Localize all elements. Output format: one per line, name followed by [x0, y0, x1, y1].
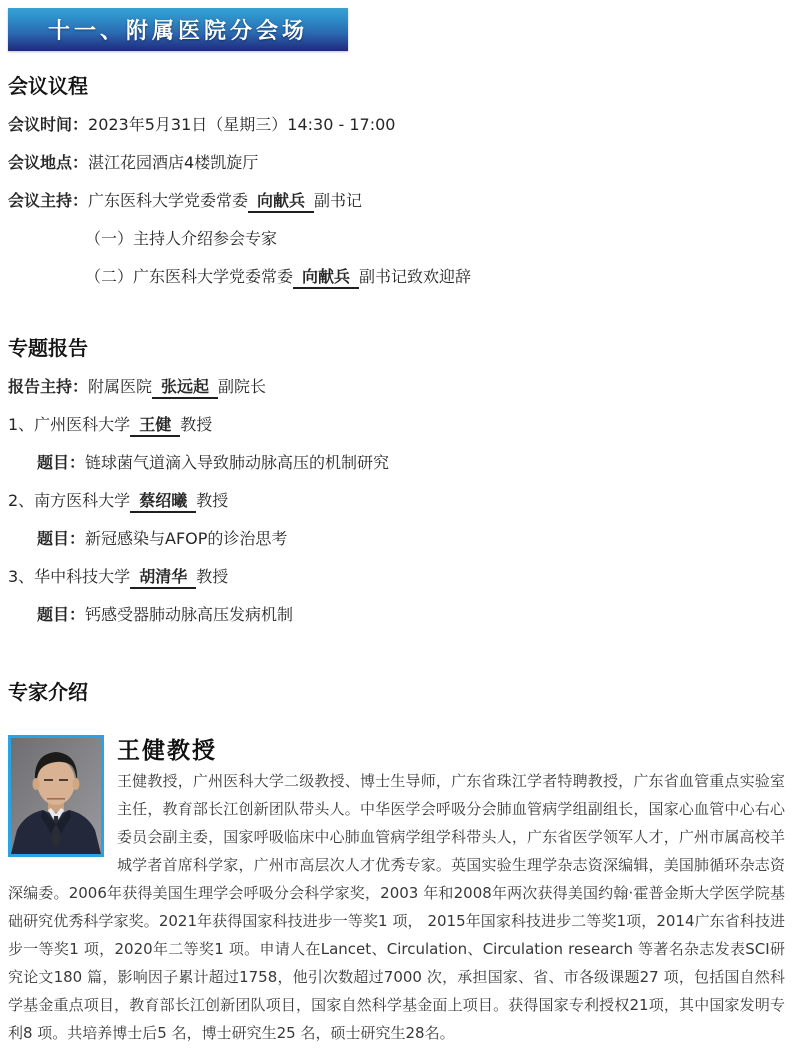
- agenda-lines: [8, 113, 785, 289]
- agenda-line: [85, 265, 785, 289]
- line-text: 3、华中科技大学: [8, 567, 131, 586]
- experts-heading: 专家介绍: [8, 680, 88, 704]
- reports-heading: 专题报告: [8, 336, 88, 360]
- line-text: 2023年5月31日（星期三）14:30 - 17:00: [88, 115, 396, 134]
- line-text: 广东医科大学党委常委: [88, 191, 249, 210]
- line-text: 新冠感染与AFOP的诊治思考: [85, 529, 288, 548]
- line-text: 湛江花园酒店4楼凯旋厅: [88, 153, 259, 172]
- line-text: 2、南方医科大学: [8, 491, 131, 510]
- line-text: 教授: [196, 567, 229, 586]
- expert-bio: 王健教授，广州医科大学二级教授、博士生导师，广东省珠江学者特聘教授，广东省血管重点实验室主任，教育部长江创新团队带头人。中华医学会呼吸分会肺血管病学组副组长，国家心血管中心右心委员会副主委，国家呼吸临床中心肺血管病学组学科带头人，广东省医学领军人才，广州市属高校羊城学者首席科学家，广州市高层次人才优秀专家。英国实验生理学杂志资深编辑，美国肺循环杂志资深编委。2006年获得美国生理学会呼吸分会科学家奖，2003 年和2008年两次获得美国约翰·霍普金斯大学医学院基础研究优秀科学家奖。2021年获得国家科技进步一等奖1 项， 2015年国家科技进步二等奖1项，2014广东省科技进步一等奖1 项，2020年二等奖1 项。申请人在Lancet、Circulation、Circulation research 等著名杂志发表SCI研究论文180 篇，影响因子累计超过1758，他引次数超过7000 次，承担国家、省、市各级课题27 项，包括国自然科学基金重点项目，教育部长江创新团队项目，国家自然科学基金面上项目。获得国家专利授权21项，其中国家发明专利8 项。共培养博士后5 名，博士研究生25 名，硕士研究生28名。: [8, 772, 785, 1042]
- report-line: [8, 375, 785, 399]
- report-line: [8, 413, 785, 437]
- line-label: 题目：: [37, 605, 86, 624]
- report-line: [8, 565, 785, 589]
- session-banner: [8, 8, 348, 51]
- report-line: [37, 527, 785, 551]
- line-text: 1、广州医科大学: [8, 415, 131, 434]
- line-text: 教授: [196, 491, 229, 510]
- line-label: 题目：: [37, 453, 86, 472]
- expert-name: 王健教授: [117, 738, 217, 764]
- expert-card: [8, 735, 785, 1047]
- line-text: 钙感受器肺动脉高压发病机制: [85, 605, 294, 624]
- underlined-person-name: 张远起: [152, 377, 218, 399]
- report-line: [37, 451, 785, 475]
- agenda-heading: 会议议程: [8, 74, 88, 98]
- line-label: 会议时间：: [8, 115, 89, 134]
- report-line: [8, 489, 785, 513]
- underlined-person-name: 向献兵: [293, 267, 359, 289]
- agenda-line: [8, 151, 785, 175]
- line-text: 副院长: [218, 377, 267, 396]
- line-label: 会议主持：: [8, 191, 89, 210]
- agenda-line: [8, 189, 785, 213]
- portrait-illustration: [11, 738, 101, 854]
- agenda-line: [8, 113, 785, 137]
- session-banner-title: 十一、附属医院分会场: [47, 19, 308, 44]
- underlined-person-name: 向献兵: [248, 191, 314, 213]
- expert-portrait-photo: [8, 735, 104, 857]
- agenda-line: [85, 227, 785, 251]
- report-lines: [8, 375, 785, 627]
- underlined-person-name: 王健: [130, 415, 180, 437]
- line-label: 报告主持：: [8, 377, 89, 396]
- line-text: 教授: [180, 415, 213, 434]
- line-text: （一）主持人介绍参会专家: [85, 229, 278, 248]
- underlined-person-name: 蔡绍曦: [130, 491, 196, 513]
- line-text: （二）广东医科大学党委常委: [85, 267, 294, 286]
- underlined-person-name: 胡清华: [130, 567, 196, 589]
- line-text: 附属医院: [88, 377, 153, 396]
- line-label: 会议地点：: [8, 153, 89, 172]
- line-label: 题目：: [37, 529, 86, 548]
- line-text: 副书记致欢迎辞: [359, 267, 472, 286]
- line-text: 链球菌气道滴入导致肺动脉高压的机制研究: [85, 453, 390, 472]
- report-line: [37, 603, 785, 627]
- line-text: 副书记: [314, 191, 363, 210]
